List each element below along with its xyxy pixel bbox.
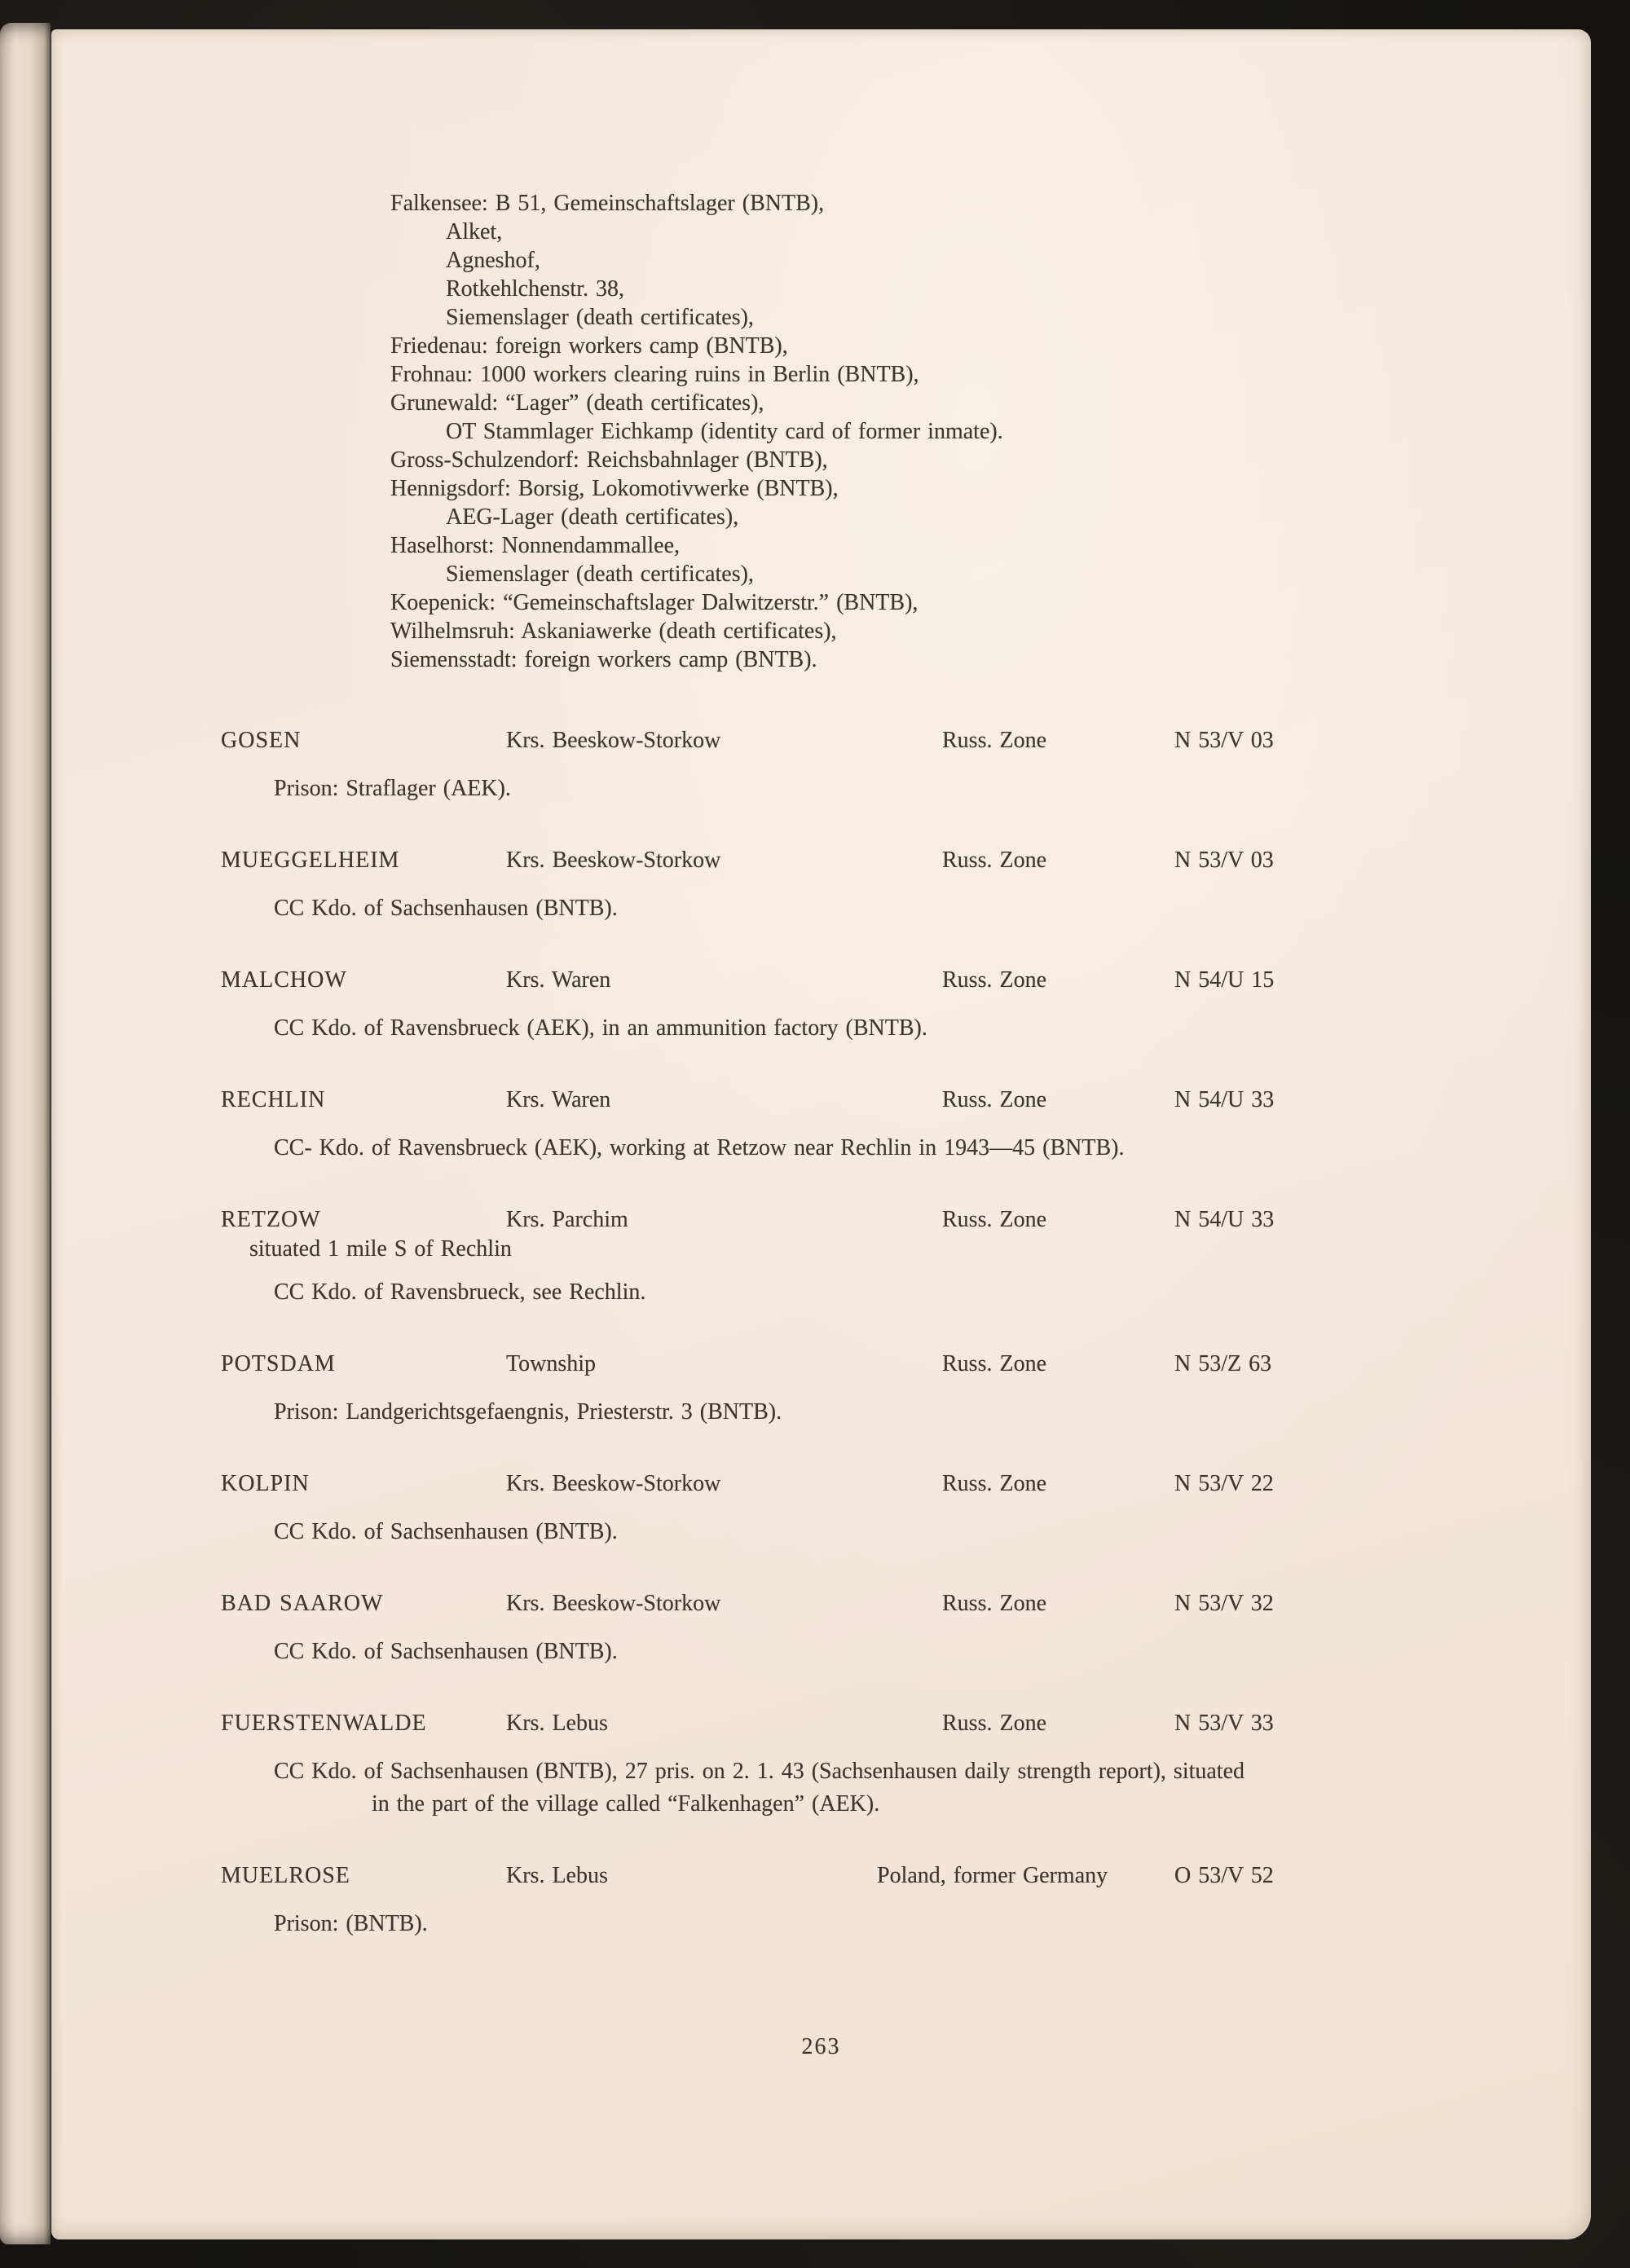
entry-row xyxy=(221,846,1544,925)
entry-header xyxy=(221,1350,1544,1379)
entry-details xyxy=(274,1908,1544,1940)
entry-map-ref: N 53/V 22 xyxy=(1174,1471,1274,1496)
entry-header xyxy=(221,846,1544,875)
continuation-line: Siemenslager (death certificates), xyxy=(446,561,754,587)
page-number: 263 xyxy=(801,2034,841,2059)
entry-name: KOLPIN xyxy=(221,1471,310,1496)
page-content xyxy=(51,29,1591,1940)
entry-name: MUEGGELHEIM xyxy=(221,848,400,873)
continuation-line: Siemenslager (death certificates), xyxy=(446,305,754,330)
continuation-line: OT Stammlager Eichkamp (identity card of former inmate). xyxy=(446,419,1003,444)
entry-detail-line: CC- Kdo. of Ravensbrueck (AEK), working at Retzow near Rechlin in 1943—45 (BNTB). xyxy=(274,1135,1125,1160)
entry-district: Krs. Lebus xyxy=(506,1863,608,1888)
continuation-line: AEG-Lager (death certificates), xyxy=(446,504,739,530)
entry-map-ref: N 54/U 15 xyxy=(1174,967,1275,993)
entry-details xyxy=(274,1396,1544,1429)
page-stack-edge xyxy=(0,23,51,2244)
entry-details xyxy=(274,1636,1544,1668)
entry-zone: Russ. Zone xyxy=(942,1087,1046,1112)
continuation-line: Haselhorst: Nonnendammallee, xyxy=(390,533,681,558)
entry-details xyxy=(274,1755,1544,1821)
entry-detail-line: Prison: (BNTB). xyxy=(274,1911,428,1936)
entry-name: GOSEN xyxy=(221,728,302,753)
entry-detail-line: in the part of the village called “Falkenhagen” (AEK). xyxy=(372,1791,880,1817)
entry-map-ref: N 53/V 03 xyxy=(1174,728,1274,753)
entry-zone: Russ. Zone xyxy=(942,728,1046,753)
entry-header xyxy=(221,1709,1544,1738)
entry-header xyxy=(221,1086,1544,1115)
entry-map-ref: N 53/V 32 xyxy=(1174,1591,1274,1616)
entry-zone: Russ. Zone xyxy=(942,1591,1046,1616)
continuation-line: Koepenick: “Gemeinschaftslager Dalwitzerstr.” (BNTB), xyxy=(390,590,919,615)
continuation-line: Grunewald: “Lager” (death certificates), xyxy=(390,390,764,416)
entry-map-ref: O 53/V 52 xyxy=(1174,1863,1274,1888)
entry-detail-line: Prison: Landgerichtsgefaengnis, Priesterstr. 3 (BNTB). xyxy=(274,1399,782,1425)
entry-header xyxy=(221,1589,1544,1618)
entry-details xyxy=(274,1276,1544,1309)
continuation-line: Agneshof, xyxy=(446,248,540,273)
continuation-line: Siemensstadt: foreign workers camp (BNTB). xyxy=(390,647,817,672)
entry-district: Krs. Beeskow-Storkow xyxy=(506,728,721,753)
entry-detail-line: Prison: Straflager (AEK). xyxy=(274,776,511,801)
entry-row xyxy=(221,1589,1544,1668)
continuation-line: Hennigsdorf: Borsig, Lokomotivwerke (BNTB), xyxy=(390,476,839,501)
entry-district: Krs. Waren xyxy=(506,967,611,993)
entry-map-ref: N 54/U 33 xyxy=(1174,1207,1275,1232)
entry-details xyxy=(274,1516,1544,1548)
continuation-line: Rotkehlchenstr. 38, xyxy=(446,276,624,302)
continuation-line: Wilhelmsruh: Askaniawerke (death certificates), xyxy=(390,619,837,644)
entry-detail-line: CC Kdo. of Sachsenhausen (BNTB). xyxy=(274,1639,618,1664)
entry-row xyxy=(221,726,1544,805)
entry-district: Krs. Waren xyxy=(506,1087,611,1112)
entry-zone: Russ. Zone xyxy=(942,1471,1046,1496)
entry-row xyxy=(221,1350,1544,1429)
entry-detail-line: CC Kdo. of Ravensbrueck (AEK), in an ammunition factory (BNTB). xyxy=(274,1015,927,1041)
entry-header xyxy=(221,1469,1544,1499)
entry-details xyxy=(274,1012,1544,1045)
entry-note: situated 1 mile S of Rechlin xyxy=(249,1236,512,1262)
continuation-line: Gross-Schulzendorf: Reichsbahnlager (BNTB), xyxy=(390,447,828,473)
entry-row xyxy=(221,1086,1544,1165)
entry-header xyxy=(221,966,1544,995)
continuation-line: Frohnau: 1000 workers clearing ruins in Berlin (BNTB), xyxy=(390,362,919,387)
entry-name: FUERSTENWALDE xyxy=(221,1711,427,1736)
entry-map-ref: N 53/Z 63 xyxy=(1174,1351,1272,1376)
entry-map-ref: N 53/V 33 xyxy=(1174,1711,1274,1736)
continuation-block xyxy=(390,189,1544,674)
entry-map-ref: N 54/U 33 xyxy=(1174,1087,1275,1112)
entry-zone: Russ. Zone xyxy=(942,1711,1046,1736)
entry-row xyxy=(221,1469,1544,1548)
continuation-line: Friedenau: foreign workers camp (BNTB), xyxy=(390,333,788,359)
entry-header xyxy=(221,1205,1544,1235)
entry-zone: Russ. Zone xyxy=(942,1207,1046,1232)
entry-details xyxy=(274,1132,1544,1165)
entry-district: Township xyxy=(506,1351,597,1376)
entry-district: Krs. Lebus xyxy=(506,1711,608,1736)
entry-map-ref: N 53/V 03 xyxy=(1174,848,1274,873)
entry-detail-line: CC Kdo. of Sachsenhausen (BNTB), 27 pris. on 2. 1. 43 (Sachsenhausen daily strength report), situated xyxy=(274,1759,1245,1784)
entry-name: MUELROSE xyxy=(221,1863,350,1888)
entry-name: BAD SAAROW xyxy=(221,1591,384,1616)
entry-header xyxy=(221,1861,1544,1891)
entry-district: Krs. Beeskow-Storkow xyxy=(506,1591,721,1616)
entry-details xyxy=(274,773,1544,805)
entry-detail-line: CC Kdo. of Sachsenhausen (BNTB). xyxy=(274,1519,618,1544)
entries-section xyxy=(221,726,1544,1940)
entry-district: Krs. Beeskow-Storkow xyxy=(506,848,721,873)
entry-zone: Russ. Zone xyxy=(942,967,1046,993)
entry-header xyxy=(221,726,1544,755)
entry-name: RECHLIN xyxy=(221,1087,326,1112)
continuation-line: Falkensee: B 51, Gemeinschaftslager (BNTB), xyxy=(390,191,825,216)
continuation-line: Alket, xyxy=(446,219,503,244)
entry-row xyxy=(221,1861,1544,1940)
entry-zone: Russ. Zone xyxy=(942,1351,1046,1376)
entry-district: Krs. Beeskow-Storkow xyxy=(506,1471,721,1496)
entry-row xyxy=(221,966,1544,1045)
entry-name: RETZOW xyxy=(221,1207,321,1232)
entry-zone: Russ. Zone xyxy=(942,848,1046,873)
entry-zone: Poland, former Germany xyxy=(877,1863,1108,1888)
entry-district: Krs. Parchim xyxy=(506,1207,628,1232)
entry-name: MALCHOW xyxy=(221,967,347,993)
entry-details xyxy=(274,892,1544,925)
entry-detail-line: CC Kdo. of Ravensbrueck, see Rechlin. xyxy=(274,1279,646,1305)
entry-row xyxy=(221,1709,1544,1821)
entry-detail-line: CC Kdo. of Sachsenhausen (BNTB). xyxy=(274,896,618,921)
page xyxy=(51,29,1591,2239)
entry-name: POTSDAM xyxy=(221,1351,336,1376)
entry-row xyxy=(221,1205,1544,1309)
